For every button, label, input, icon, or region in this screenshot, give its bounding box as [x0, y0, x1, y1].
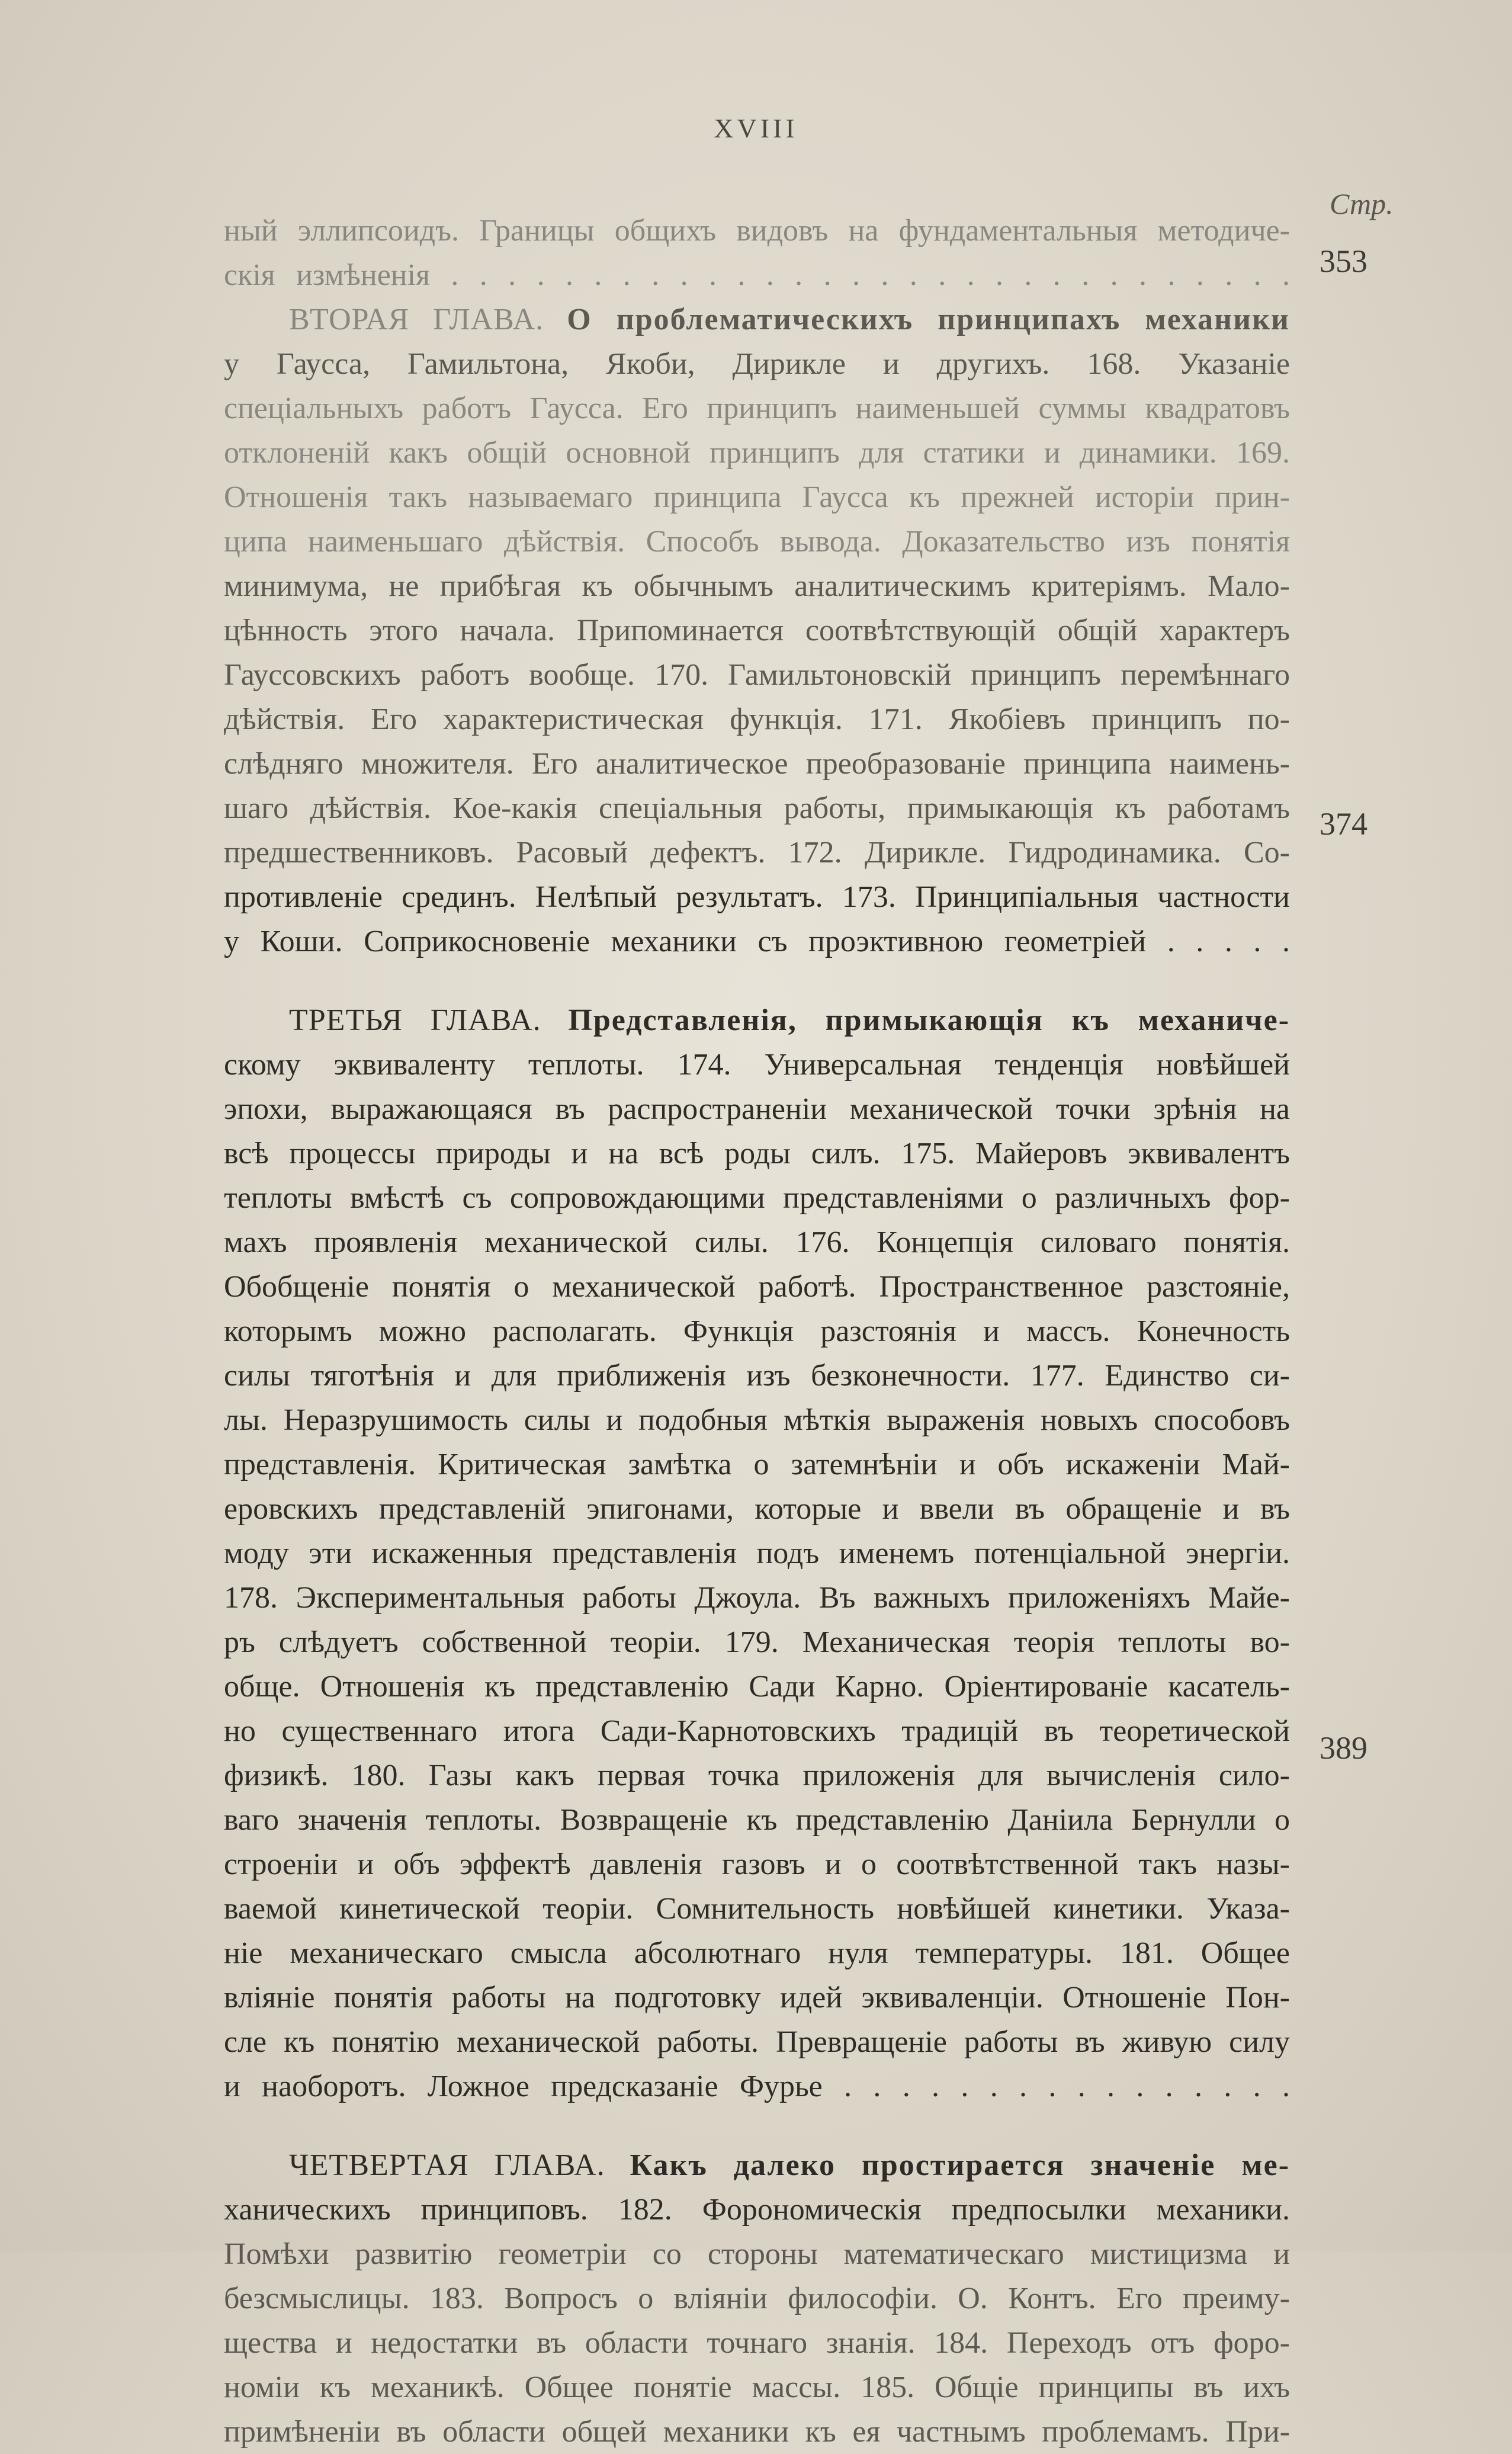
text-line: скому эквиваленту теплоты. 174. Универсальная тенденція новѣйшей: [224, 1048, 1290, 1082]
text-line: силы тяготѣнія и для приближенія изъ безконечности. 177. Единство си-: [224, 1359, 1290, 1393]
text-line: у Гаусса, Гамильтона, Якоби, Дирикле и другихъ. 168. Указаніе: [224, 347, 1290, 381]
text-line: которымъ можно располагать. Функція разстоянія и массъ. Конечность: [224, 1314, 1290, 1348]
text-line: спеціальныхъ работъ Гаусса. Его принципъ наименьшей суммы квадратовъ: [224, 392, 1290, 425]
text-line: ципа наименьшаго дѣйствія. Способъ вывода. Доказательство изъ понятія: [224, 525, 1290, 559]
table-of-contents-body: [224, 208, 1290, 2454]
text-line: противленіе срединъ. Нелѣпый результатъ. 173. Принципіальныя частности: [224, 880, 1290, 914]
text-line: цѣнность этого начала. Припоминается соотвѣтствующій общій характеръ: [224, 614, 1290, 647]
text-line: эпохи, выражающаяся въ распространеніи механической точки зрѣнія на: [224, 1092, 1290, 1126]
text-line: теплоты вмѣстѣ съ сопровождающими представленіями о различныхъ фор-: [224, 1181, 1290, 1215]
text-line: дѣйствія. Его характеристическая функція. 171. Якобіевъ принципъ по-: [224, 702, 1290, 736]
text-line: Помѣхи развитію геометріи со стороны математическаго мистицизма и: [224, 2237, 1290, 2271]
text-line: ваго значенія теплоты. Возвращеніе къ представленію Даніила Бернулли о: [224, 1803, 1290, 1837]
text-line: всѣ процессы природы и на всѣ роды силъ. 175. Майеровъ эквивалентъ: [224, 1137, 1290, 1170]
text-line: отклоненій какъ общій основной принципъ для статики и динамики. 169.: [224, 436, 1290, 470]
text-line: и наоборотъ. Ложное предсказаніе Фурье . . . . . . . . . . . . . . . .: [224, 2070, 1290, 2103]
text-line: примѣненіи въ области общей механики къ ея частнымъ проблемамъ. При-: [224, 2415, 1290, 2449]
page-number-header: XVIII: [714, 113, 798, 143]
chapter-heading: ЧЕТВЕРТАЯ ГЛАВА.: [289, 2148, 605, 2182]
text-line: минимума, не прибѣгая къ обычнымъ аналитическимъ критеріямъ. Мало-: [224, 569, 1290, 603]
text-line: Отношенія такъ называемаго принципа Гаусса къ прежней исторіи прин-: [224, 480, 1290, 514]
chapter-title: Какъ далеко простирается значеніе ме-: [630, 2148, 1291, 2182]
text-line: еровскихъ представленій эпигонами, которые и ввели въ обращеніе и въ: [224, 1492, 1290, 1526]
text-line: лы. Неразрушимость силы и подобныя мѣткія выраженія новыхъ способовъ: [224, 1403, 1290, 1437]
text-line: ръ слѣдуетъ собственной теоріи. 179. Механическая теорія теплоты во-: [224, 1625, 1290, 1659]
text-line: ханическихъ принциповъ. 182. Форономическія предпосылки механики.: [224, 2193, 1290, 2227]
text-line: обще. Отношенія къ представленію Сади Карно. Оріентированіе касатель-: [224, 1670, 1290, 1704]
text-line: махъ проявленія механической силы. 176. Концепція силоваго понятія.: [224, 1226, 1290, 1259]
text-line: щества и недостатки въ области точнаго знанія. 184. Переходъ отъ форо-: [224, 2326, 1290, 2360]
text-line: представленія. Критическая замѣтка о затемнѣніи и объ искаженіи Май-: [224, 1448, 1290, 1481]
chapter-title: О проблематическихъ принципахъ механики: [567, 303, 1290, 336]
text-line: моду эти искаженныя представленія подъ именемъ потенціальной энергіи.: [224, 1536, 1290, 1570]
text-line: слѣдняго множителя. Его аналитическое преобразованіе принципа наимень-: [224, 747, 1290, 781]
text-line: у Коши. Соприкосновеніе механики съ проэктивною геометріей . . . . .: [224, 925, 1290, 958]
text-line: Обобщеніе понятія о механической работѣ. Пространственное разстояніе,: [224, 1270, 1290, 1304]
text-line: безсмыслицы. 183. Вопросъ о вліяніи философіи. О. Контъ. Его преиму-: [224, 2282, 1290, 2315]
text-line: ніе механическаго смысла абсолютнаго нуля температуры. 181. Общее: [224, 1936, 1290, 1970]
text-line: вліяніе понятія работы на подготовку идей эквиваленціи. Отношеніе Пон-: [224, 1981, 1290, 2014]
text-line: строеніи и объ эффектѣ давленія газовъ и о соотвѣтственной такъ назы-: [224, 1847, 1290, 1881]
text-line: но существеннаго итога Сади-Карнотовскихъ традицій въ теоретической: [224, 1714, 1290, 1748]
third-chapter: [224, 998, 1290, 2109]
chapter-heading: ТРЕТЬЯ ГЛАВА.: [289, 1003, 541, 1037]
text-line: Гауссовскихъ работъ вообще. 170. Гамильтоновскій принципъ перемѣннаго: [224, 658, 1290, 692]
text-line: номіи къ механикѣ. Общее понятіе массы. 185. Общіе принципы въ ихъ: [224, 2370, 1290, 2404]
text-line: ный эллипсоидъ. Границы общихъ видовъ на фундаментальныя методиче-: [224, 214, 1290, 248]
page-ref-353: 353: [1320, 243, 1367, 279]
page-ref-389: 389: [1320, 1730, 1367, 1766]
text-line: 178. Экспериментальныя работы Джоула. Въ важныхъ приложеніяхъ Майе-: [224, 1581, 1290, 1615]
text-line: предшественниковъ. Расовый дефектъ. 172. Дирикле. Гидродинамика. Со-: [224, 836, 1290, 870]
page-ref-374: 374: [1320, 806, 1367, 842]
first-chapter-tail: [224, 208, 1290, 297]
second-chapter: [224, 297, 1290, 964]
page-column-label: Стр.: [1330, 187, 1394, 220]
chapter-heading-line: [224, 297, 1290, 342]
text-line: сле къ понятію механической работы. Превращеніе работы въ живую силу: [224, 2025, 1290, 2059]
chapter-title: Представленія, примыкающія къ механиче-: [568, 1003, 1291, 1037]
chapter-heading: ВТОРАЯ ГЛАВА.: [289, 303, 544, 336]
fourth-chapter: [224, 2143, 1290, 2454]
text-line: шаго дѣйствія. Кое-какія спеціальныя работы, примыкающія къ работамъ: [224, 791, 1290, 825]
chapter-heading-line: [224, 998, 1290, 1042]
text-line: физикѣ. 180. Газы какъ первая точка приложенія для вычисленія сило-: [224, 1759, 1290, 1792]
text-line: скія измѣненія . . . . . . . . . . . . . . . . . . . . . . . . . . . . . .: [224, 258, 1290, 292]
text-line: ваемой кинетической теоріи. Сомнительность новѣйшей кинетики. Указа-: [224, 1892, 1290, 1926]
chapter-heading-line: [224, 2143, 1290, 2187]
